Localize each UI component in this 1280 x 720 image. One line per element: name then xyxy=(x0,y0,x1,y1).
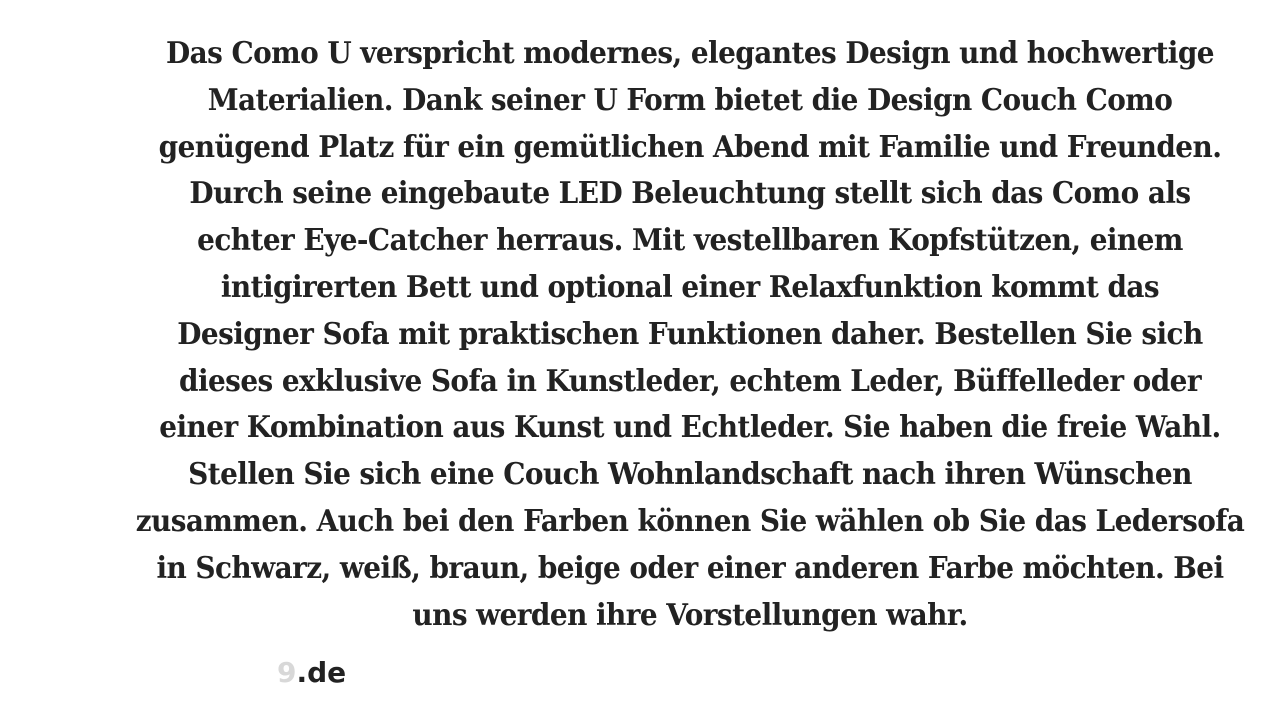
watermark xyxy=(277,655,346,691)
watermark-prefix: 9 xyxy=(277,656,297,689)
description-line: einer Kombination aus Kunst und Echtleder. Sie haben die freie Wahl. xyxy=(159,410,1221,446)
description-line: uns werden ihre Vorstellungen wahr. xyxy=(412,597,968,633)
product-description xyxy=(90,31,1280,639)
description-line: intigirerten Bett und optional einer Relaxfunktion kommt das xyxy=(220,269,1160,305)
description-line: in Schwarz, weiß, braun, beige oder einer anderen Farbe möchten. Bei xyxy=(156,550,1224,586)
description-line: Materialien. Dank seiner U Form bietet die Design Couch Como xyxy=(207,82,1173,118)
description-line: Durch seine eingebaute LED Beleuchtung stellt sich das Como als xyxy=(189,176,1191,212)
description-line: genügend Platz für ein gemütlichen Abend mit Familie und Freunden. xyxy=(158,129,1222,165)
description-line: Designer Sofa mit praktischen Funktionen daher. Bestellen Sie sich xyxy=(177,316,1203,352)
description-line: Stellen Sie sich eine Couch Wohnlandschaft nach ihren Wünschen xyxy=(188,457,1192,493)
description-line: echter Eye-Catcher herraus. Mit vestellbaren Kopfstützen, einem xyxy=(197,223,1183,259)
description-line: zusammen. Auch bei den Farben können Sie wählen ob Sie das Ledersofa xyxy=(135,503,1245,539)
watermark-suffix: .de xyxy=(296,656,347,689)
description-line: dieses exklusive Sofa in Kunstleder, echtem Leder, Büffelleder oder xyxy=(178,363,1202,399)
description-line: Das Como U verspricht modernes, elegantes Design und hochwertige xyxy=(166,36,1214,71)
